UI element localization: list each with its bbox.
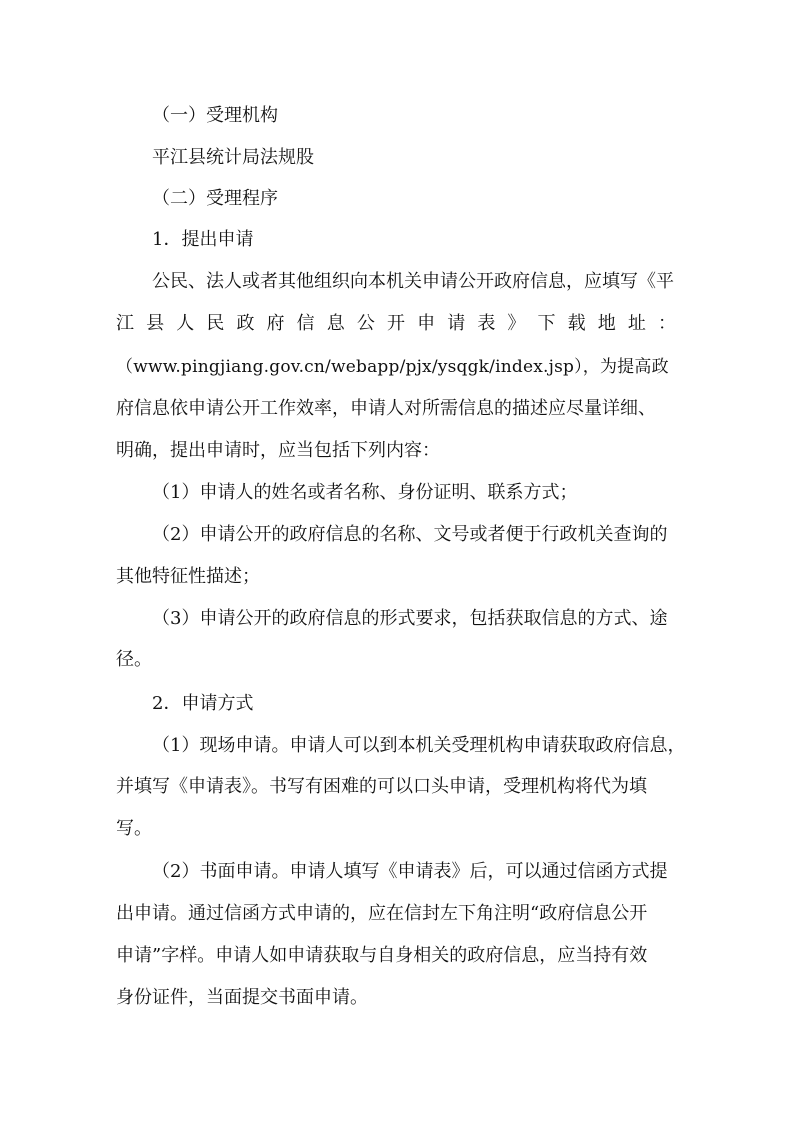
character: 下 [537,313,556,334]
list-item-2: （2）申请公开的政府信息的名称、文号或者便于行政机关查询的 [152,524,668,545]
paragraph-line: 身份证件，当面提交书面申请。 [116,987,368,1008]
character: 申 [417,313,436,334]
character: 请 [447,313,466,334]
paragraph-line: 并填写《申请表》。书写有困难的可以口头申请，受理机构将代为填 [116,776,647,797]
list-item-2-continuation: 其他特征性描述； [116,566,260,587]
list-item-3: （3）申请公开的政府信息的形式要求，包括获取信息的方式、途 [152,608,668,629]
paragraph-line: 出申请。通过信函方式申请的，应在信封左下角注明“政府信息公开 [116,903,648,924]
paragraph-line: 写。 [116,818,152,839]
subheading-application-methods: 2．申请方式 [152,693,254,714]
character: ： [657,313,676,334]
character: 县 [146,313,165,334]
paragraph-line: 申请”字样。申请人如申请获取与自身相关的政府信息，应当持有效 [116,945,648,966]
paragraph-line: 明确，提出申请时，应当包括下列内容： [116,440,440,461]
character: 载 [567,313,586,334]
character: 址 [627,313,646,334]
paragraph-line-url: （www.pingjiang.gov.cn/webapp/pjx/ysqgk/index.jsp），为提高政 [116,357,669,377]
section-heading-acceptance-procedure: （二）受理程序 [152,188,278,209]
character: 民 [206,313,225,334]
list-item-1: （1）申请人的姓名或者名称、身份证明、联系方式； [152,482,578,503]
character: 信 [296,313,315,334]
character: 表 [477,313,496,334]
paragraph-onsite-application: （1）现场申请。申请人可以到本机关受理机构申请获取政府信息， [152,735,686,756]
justified-line [116,304,676,344]
list-item-3-continuation: 径。 [116,649,152,670]
character: 府 [266,313,285,334]
paragraph-written-application: （2）书面申请。申请人填写《申请表》后，可以通过信函方式提 [152,861,668,882]
section-heading-acceptance-agency: （一）受理机构 [152,105,278,126]
character: 息 [326,313,345,334]
character: 公 [356,313,375,334]
subheading-submit-application: 1．提出申请 [152,229,254,250]
paragraph-line: 府信息依申请公开工作效率，申请人对所需信息的描述应尽量详细、 [116,398,656,419]
character: 》 [507,313,526,334]
character: 地 [597,313,616,334]
character: 开 [386,313,405,334]
character: 政 [236,313,255,334]
character: 人 [176,313,195,334]
paragraph-agency-name: 平江县统计局法规股 [152,147,314,168]
character: 江 [116,313,134,334]
paragraph-line: 公民、法人或者其他组织向本机关申请公开政府信息，应填写《平 [152,271,674,292]
